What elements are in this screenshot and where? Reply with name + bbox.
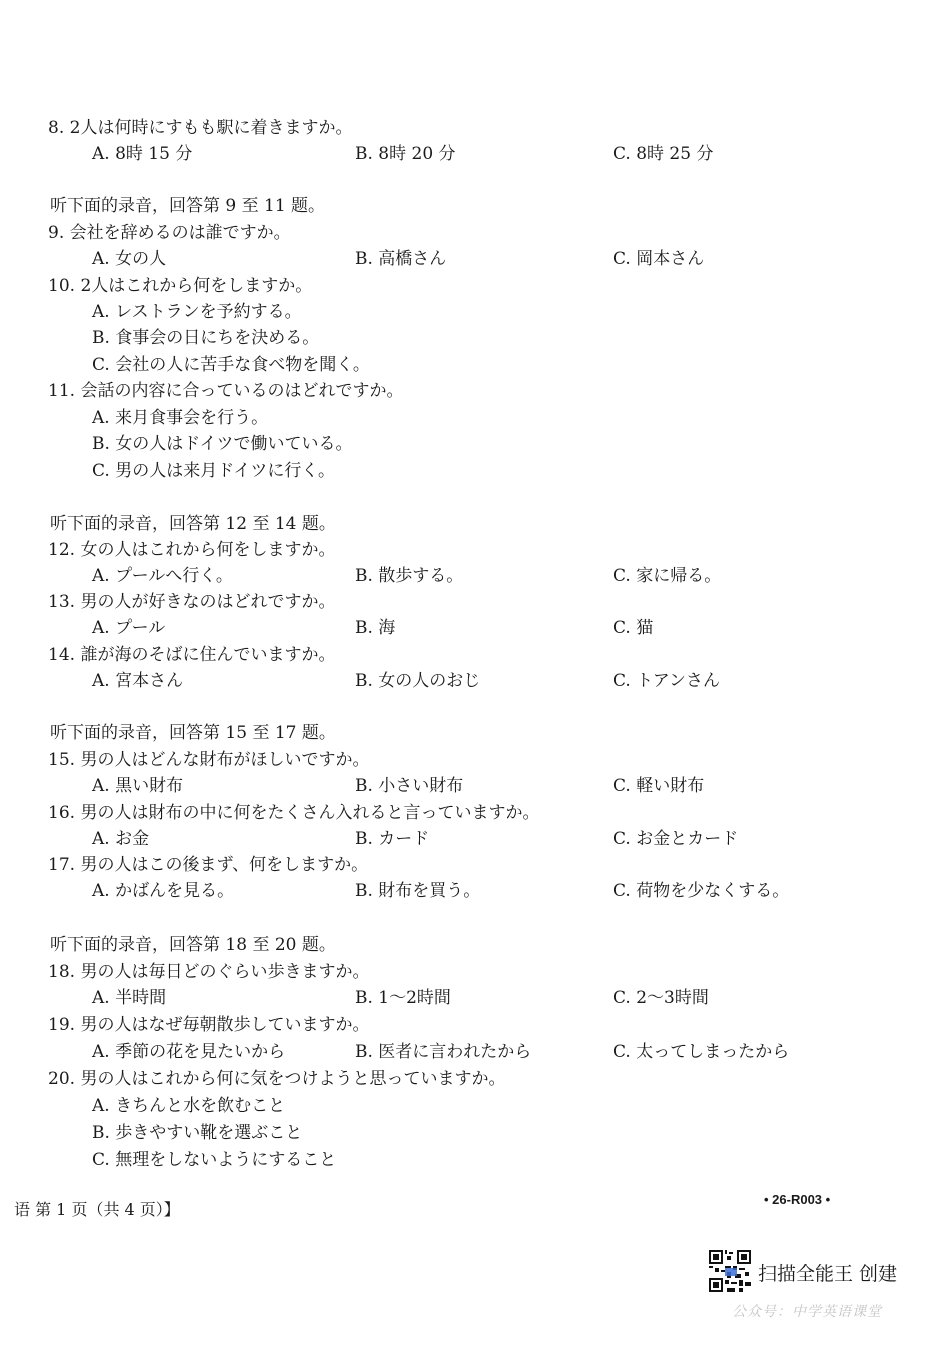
q15-option-c: C. 軽い財布 bbox=[613, 776, 705, 796]
question-20: 20. 男の人はこれから何に気をつけようと思っていますか。 bbox=[48, 1069, 506, 1089]
page-number: 语 第 1 页（共 4 页）】 bbox=[14, 1200, 180, 1219]
q12-option-c: C. 家に帰る。 bbox=[613, 566, 722, 586]
q20-option-b: B. 歩きやすい靴を選ぶこと bbox=[92, 1123, 303, 1143]
scanner-brand: 扫描全能王 创建 bbox=[758, 1263, 898, 1285]
q8-option-a: A. 8時 15 分 bbox=[92, 144, 193, 164]
q17-option-c: C. 荷物を少なくする。 bbox=[613, 881, 790, 901]
q15-option-a: A. 黒い財布 bbox=[92, 776, 184, 796]
q19-option-c: C. 太ってしまったから bbox=[613, 1042, 790, 1062]
question-12: 12. 女の人はこれから何をしますか。 bbox=[48, 540, 336, 560]
qr-code-icon bbox=[709, 1250, 751, 1292]
q16-option-b: B. カード bbox=[355, 829, 430, 849]
q20-option-c: C. 無理をしないようにすること bbox=[92, 1150, 337, 1170]
question-18: 18. 男の人は毎日どのぐらい歩きますか。 bbox=[48, 962, 370, 982]
q8-option-b: B. 8時 20 分 bbox=[355, 144, 456, 164]
section-heading-18-20: 听下面的录音，回答第 18 至 20 题。 bbox=[50, 935, 336, 955]
question-13: 13. 男の人が好きなのはどれですか。 bbox=[48, 592, 336, 612]
q10-option-c: C. 会社の人に苦手な食べ物を聞く。 bbox=[92, 355, 370, 375]
question-17: 17. 男の人はこの後まず、何をしますか。 bbox=[48, 855, 369, 875]
q19-option-a: A. 季節の花を見たいから bbox=[92, 1042, 286, 1062]
q17-option-a: A. かばんを見る。 bbox=[92, 881, 235, 901]
q16-option-a: A. お金 bbox=[92, 829, 150, 849]
q12-option-b: B. 散歩する。 bbox=[355, 566, 464, 586]
q12-option-a: A. プールへ行く。 bbox=[92, 566, 233, 586]
question-8: 8. 2人は何時にすもも駅に着きますか。 bbox=[48, 118, 353, 138]
q16-option-c: C. お金とカード bbox=[613, 829, 739, 849]
q15-option-b: B. 小さい財布 bbox=[355, 776, 464, 796]
q13-option-b: B. 海 bbox=[355, 618, 396, 638]
q18-option-c: C. 2〜3時間 bbox=[613, 988, 709, 1008]
q18-option-b: B. 1〜2時間 bbox=[355, 988, 451, 1008]
question-15: 15. 男の人はどんな財布がほしいですか。 bbox=[48, 750, 370, 770]
q11-option-c: C. 男の人は来月ドイツに行く。 bbox=[92, 461, 336, 481]
q14-option-a: A. 宮本さん bbox=[92, 671, 184, 691]
q20-option-a: A. きちんと水を飲むこと bbox=[92, 1096, 286, 1116]
section-heading-12-14: 听下面的录音，回答第 12 至 14 题。 bbox=[50, 514, 336, 534]
q8-option-c: C. 8時 25 分 bbox=[613, 144, 714, 164]
q9-option-a: A. 女の人 bbox=[92, 249, 167, 269]
q11-option-b: B. 女の人はドイツで働いている。 bbox=[92, 434, 353, 454]
question-10: 10. 2人はこれから何をしますか。 bbox=[48, 276, 313, 296]
section-heading-9-11: 听下面的录音，回答第 9 至 11 题。 bbox=[50, 196, 326, 216]
question-19: 19. 男の人はなぜ毎朝散歩していますか。 bbox=[48, 1015, 370, 1035]
q14-option-c: C. トアンさん bbox=[613, 671, 721, 691]
section-heading-15-17: 听下面的录音，回答第 15 至 17 题。 bbox=[50, 723, 336, 743]
question-14: 14. 誰が海のそばに住んでいますか。 bbox=[48, 645, 336, 665]
q10-option-a: A. レストランを予約する。 bbox=[92, 302, 302, 322]
exam-code: • 26-R003 • bbox=[764, 1192, 831, 1207]
q17-option-b: B. 財布を買う。 bbox=[355, 881, 481, 901]
q9-option-c: C. 岡本さん bbox=[613, 249, 705, 269]
question-16: 16. 男の人は財布の中に何をたくさん入れると言っていますか。 bbox=[48, 803, 540, 823]
q18-option-a: A. 半時間 bbox=[92, 988, 167, 1008]
question-9: 9. 会社を辞めるのは誰ですか。 bbox=[48, 223, 291, 243]
q11-option-a: A. 来月食事会を行う。 bbox=[92, 408, 269, 428]
q14-option-b: B. 女の人のおじ bbox=[355, 671, 481, 691]
question-11: 11. 会話の内容に合っているのはどれですか。 bbox=[48, 381, 404, 401]
q13-option-c: C. 猫 bbox=[613, 618, 654, 638]
q13-option-a: A. プール bbox=[92, 618, 166, 638]
q19-option-b: B. 医者に言われたから bbox=[355, 1042, 532, 1062]
watermark: 公众号：中学英语课堂 bbox=[732, 1304, 882, 1320]
q9-option-b: B. 高橋さん bbox=[355, 249, 447, 269]
q10-option-b: B. 食事会の日にちを決める。 bbox=[92, 328, 320, 348]
